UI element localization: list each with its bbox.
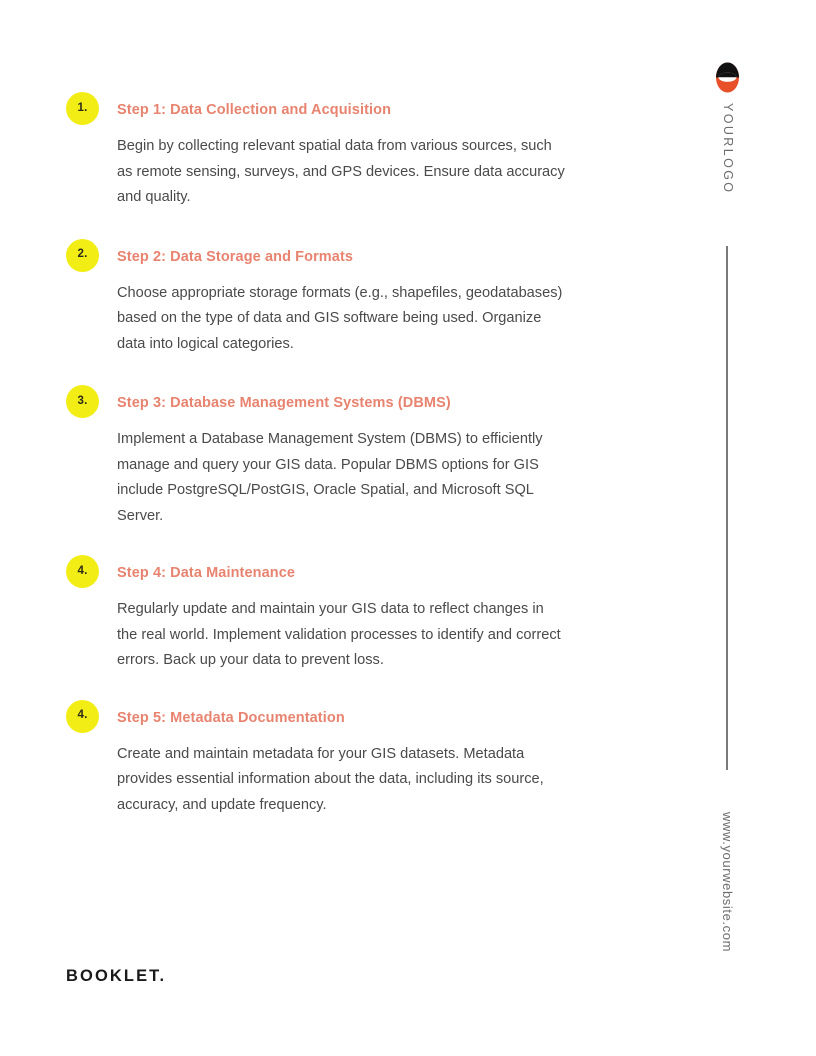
step-number-badge: 4.: [66, 555, 99, 588]
brand-logo-icon: [713, 62, 742, 93]
list-item: [66, 239, 566, 358]
step-title: Step 3: Database Management Systems (DBMS): [117, 395, 451, 411]
step-title: Step 2: Data Storage and Formats: [117, 248, 354, 265]
steps-list: [66, 92, 566, 818]
footer-brand-label: BOOKLET.: [66, 967, 167, 985]
step-body-text: Regularly update and maintain your GIS data to reflect changes in the real world. Implement validation processes to identify and correct errors. Back up your data to prevent loss.: [117, 601, 561, 668]
step-title: Step 1: Data Collection and Acquisition: [117, 102, 392, 118]
step-body-text: Implement a Database Management System (DBMS) to efficiently manage and query your GIS data. Popular DBMS options for GIS include PostgreSQL/PostGIS, Oracle Spatial, and Microsoft SQL Server.: [117, 431, 543, 524]
list-item: [66, 385, 566, 529]
step-number-badge: 3.: [66, 385, 99, 418]
list-item: [66, 555, 566, 674]
list-item: [66, 700, 566, 819]
vertical-divider-line: [726, 246, 728, 770]
step-number-badge: 4.: [66, 700, 99, 733]
step-body-text: Choose appropriate storage formats (e.g., shapefiles, geodatabases) based on the type of data and GIS software being used. Organize data into logical categories.: [117, 284, 563, 352]
step-body-text: Begin by collecting relevant spatial data from various sources, such as remote sensing, surveys, and GPS devices. Ensure data accuracy and quality.: [117, 138, 565, 205]
step-title: Step 4: Data Maintenance: [117, 565, 296, 581]
step-number-badge: 1.: [66, 92, 99, 125]
list-item: [66, 92, 566, 211]
step-number-badge: 2.: [66, 239, 99, 272]
brand-logo-text: YOURLOGO: [721, 103, 735, 195]
step-title: Step 5: Metadata Documentation: [117, 709, 345, 726]
website-url-text: www.yourwebsite.com: [720, 812, 735, 952]
step-body-text: Create and maintain metadata for your GIS datasets. Metadata provides essential information about the data, including its source, accuracy, and update frequency.: [117, 745, 544, 813]
